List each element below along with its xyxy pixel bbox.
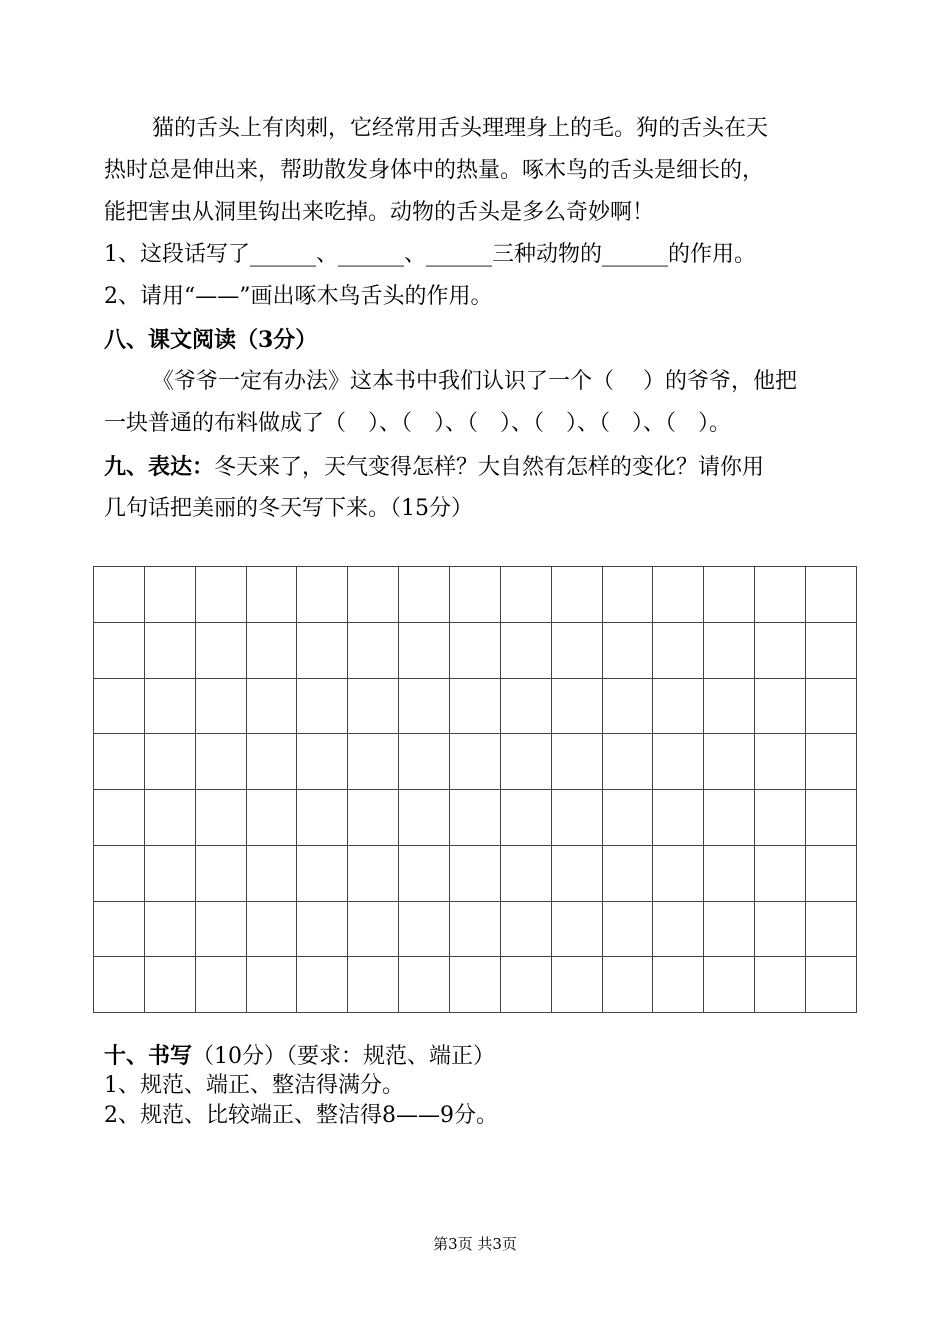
grid-cell[interactable] [551,901,602,957]
grid-cell[interactable] [94,901,145,957]
grid-cell[interactable] [399,567,450,623]
grid-cell[interactable] [755,845,806,901]
grid-cell[interactable] [551,567,602,623]
grid-cell[interactable] [450,622,501,678]
grid-cell[interactable] [348,957,399,1013]
grid-row [94,567,857,623]
passage-line-1: 猫的舌头上有肉刺，它经常用舌头理理身上的毛。狗的舌头在天 [152,116,769,141]
grid-cell[interactable] [500,790,551,846]
grid-cell[interactable] [704,734,755,790]
section-9-prompt: 冬天来了，天气变得怎样？大自然有怎样的变化？请你用 [214,455,765,480]
grid-cell[interactable] [500,901,551,957]
grid-cell[interactable] [144,790,195,846]
grid-cell[interactable] [500,734,551,790]
grid-cell[interactable] [144,567,195,623]
grid-cell[interactable] [195,901,246,957]
grid-cell[interactable] [755,790,806,846]
question-1: 1、这段话写了______、______、______三种动物的______的作用。 [104,242,756,267]
grid-cell[interactable] [246,901,297,957]
grid-cell[interactable] [144,678,195,734]
grid-cell[interactable] [653,622,704,678]
grid-row [94,734,857,790]
section-10-title-line [104,1041,495,1072]
grid-row [94,678,857,734]
grid-cell[interactable] [653,790,704,846]
grid-row [94,901,857,957]
grid-cell[interactable] [246,734,297,790]
grid-cell[interactable] [450,790,501,846]
grid-row [94,790,857,846]
grid-cell[interactable] [94,845,145,901]
grid-cell[interactable] [653,734,704,790]
grid-cell[interactable] [195,845,246,901]
section-8-title: 八、课文阅读（3分） [104,327,318,353]
grid-cell[interactable] [348,678,399,734]
grid-row [94,622,857,678]
grid-cell[interactable] [602,678,653,734]
grid-cell[interactable] [551,678,602,734]
section-10-requirement: （10分）（要求：规范、端正） [192,1044,496,1069]
grid-cell[interactable] [297,678,348,734]
grid-cell[interactable] [399,901,450,957]
section-9-line-1 [104,452,764,483]
grid-cell[interactable] [348,901,399,957]
grid-cell[interactable] [399,790,450,846]
section-10-item-1: 1、规范、端正、整洁得满分。 [104,1073,404,1098]
grid-cell[interactable] [755,734,806,790]
grid-cell[interactable] [755,622,806,678]
grid-cell[interactable] [399,734,450,790]
section-9-title: 九、表达： [104,454,215,480]
grid-cell[interactable] [450,901,501,957]
grid-cell[interactable] [450,957,501,1013]
grid-cell[interactable] [94,678,145,734]
grid-cell[interactable] [653,957,704,1013]
grid-cell[interactable] [704,678,755,734]
grid-cell[interactable] [246,678,297,734]
grid-cell[interactable] [806,901,857,957]
section-8-line-2: 一块普通的布料做成了（ ）、（ ）、（ ）、（ ）、（ ）、（ ）。 [104,411,732,436]
grid-cell[interactable] [94,957,145,1013]
grid-row [94,957,857,1013]
grid-cell[interactable] [755,957,806,1013]
grid-cell[interactable] [195,622,246,678]
section-10-item-2: 2、规范、比较端正、整洁得8——9分。 [104,1103,498,1128]
grid-cell[interactable] [297,790,348,846]
grid-cell[interactable] [348,734,399,790]
grid-cell[interactable] [602,567,653,623]
grid-cell[interactable] [297,622,348,678]
grid-cell[interactable] [246,845,297,901]
grid-cell[interactable] [704,957,755,1013]
grid-cell[interactable] [348,567,399,623]
grid-cell[interactable] [195,734,246,790]
grid-cell[interactable] [450,567,501,623]
grid-cell[interactable] [602,901,653,957]
grid-cell[interactable] [704,622,755,678]
grid-cell[interactable] [755,901,806,957]
grid-cell[interactable] [755,567,806,623]
grid-cell[interactable] [94,622,145,678]
grid-cell[interactable] [755,678,806,734]
grid-row [94,845,857,901]
grid-cell[interactable] [704,567,755,623]
grid-cell[interactable] [806,567,857,623]
grid-cell[interactable] [94,567,145,623]
grid-cell[interactable] [602,957,653,1013]
grid-cell[interactable] [195,790,246,846]
grid-cell[interactable] [399,845,450,901]
grid-cell[interactable] [94,734,145,790]
question-2: 2、请用“——”画出啄木鸟舌头的作用。 [104,284,493,309]
grid-cell[interactable] [94,790,145,846]
grid-cell[interactable] [246,957,297,1013]
grid-cell[interactable] [551,790,602,846]
grid-cell[interactable] [246,790,297,846]
grid-cell[interactable] [551,845,602,901]
grid-cell[interactable] [602,845,653,901]
grid-cell[interactable] [500,567,551,623]
grid-cell[interactable] [602,790,653,846]
grid-cell[interactable] [348,790,399,846]
grid-cell[interactable] [500,957,551,1013]
grid-cell[interactable] [653,678,704,734]
grid-cell[interactable] [144,901,195,957]
section-10-title: 十、书写 [104,1043,193,1069]
grid-cell[interactable] [450,678,501,734]
grid-cell[interactable] [450,845,501,901]
grid-cell[interactable] [551,957,602,1013]
grid-cell[interactable] [806,957,857,1013]
grid-cell[interactable] [704,845,755,901]
grid-cell[interactable] [297,845,348,901]
grid-cell[interactable] [551,622,602,678]
grid-cell[interactable] [653,845,704,901]
grid-cell[interactable] [806,678,857,734]
page-footer: 第3页 共3页 [433,1235,517,1253]
grid-cell[interactable] [348,622,399,678]
writing-grid[interactable] [93,566,857,1013]
grid-cell[interactable] [144,957,195,1013]
grid-cell[interactable] [195,678,246,734]
grid-cell[interactable] [144,845,195,901]
grid-cell[interactable] [653,901,704,957]
grid-cell[interactable] [246,567,297,623]
grid-cell[interactable] [704,790,755,846]
grid-cell[interactable] [297,734,348,790]
grid-cell[interactable] [602,622,653,678]
grid-cell[interactable] [500,678,551,734]
grid-cell[interactable] [806,845,857,901]
grid-cell[interactable] [450,734,501,790]
section-9-line-2: 几句话把美丽的冬天写下来。（15分） [104,496,473,521]
grid-cell[interactable] [806,734,857,790]
grid-cell[interactable] [399,622,450,678]
grid-cell[interactable] [144,734,195,790]
grid-cell[interactable] [246,622,297,678]
grid-cell[interactable] [297,957,348,1013]
grid-cell[interactable] [806,622,857,678]
grid-cell[interactable] [297,567,348,623]
grid-cell[interactable] [195,567,246,623]
grid-cell[interactable] [195,957,246,1013]
grid-cell[interactable] [348,845,399,901]
grid-cell[interactable] [806,790,857,846]
grid-cell[interactable] [602,734,653,790]
grid-cell[interactable] [144,622,195,678]
grid-cell[interactable] [399,957,450,1013]
grid-cell[interactable] [399,678,450,734]
grid-cell[interactable] [551,734,602,790]
grid-cell[interactable] [653,567,704,623]
passage-line-3: 能把害虫从洞里钩出来吃掉。动物的舌头是多么奇妙啊！ [104,200,655,225]
passage-line-2: 热时总是伸出来，帮助散发身体中的热量。啄木鸟的舌头是细长的， [104,158,765,183]
grid-cell[interactable] [704,901,755,957]
grid-cell[interactable] [500,622,551,678]
section-8-line-1: 《爷爷一定有办法》这本书中我们认识了一个（ ）的爷爷，他把 [152,369,797,394]
grid-cell[interactable] [500,845,551,901]
grid-cell[interactable] [297,901,348,957]
